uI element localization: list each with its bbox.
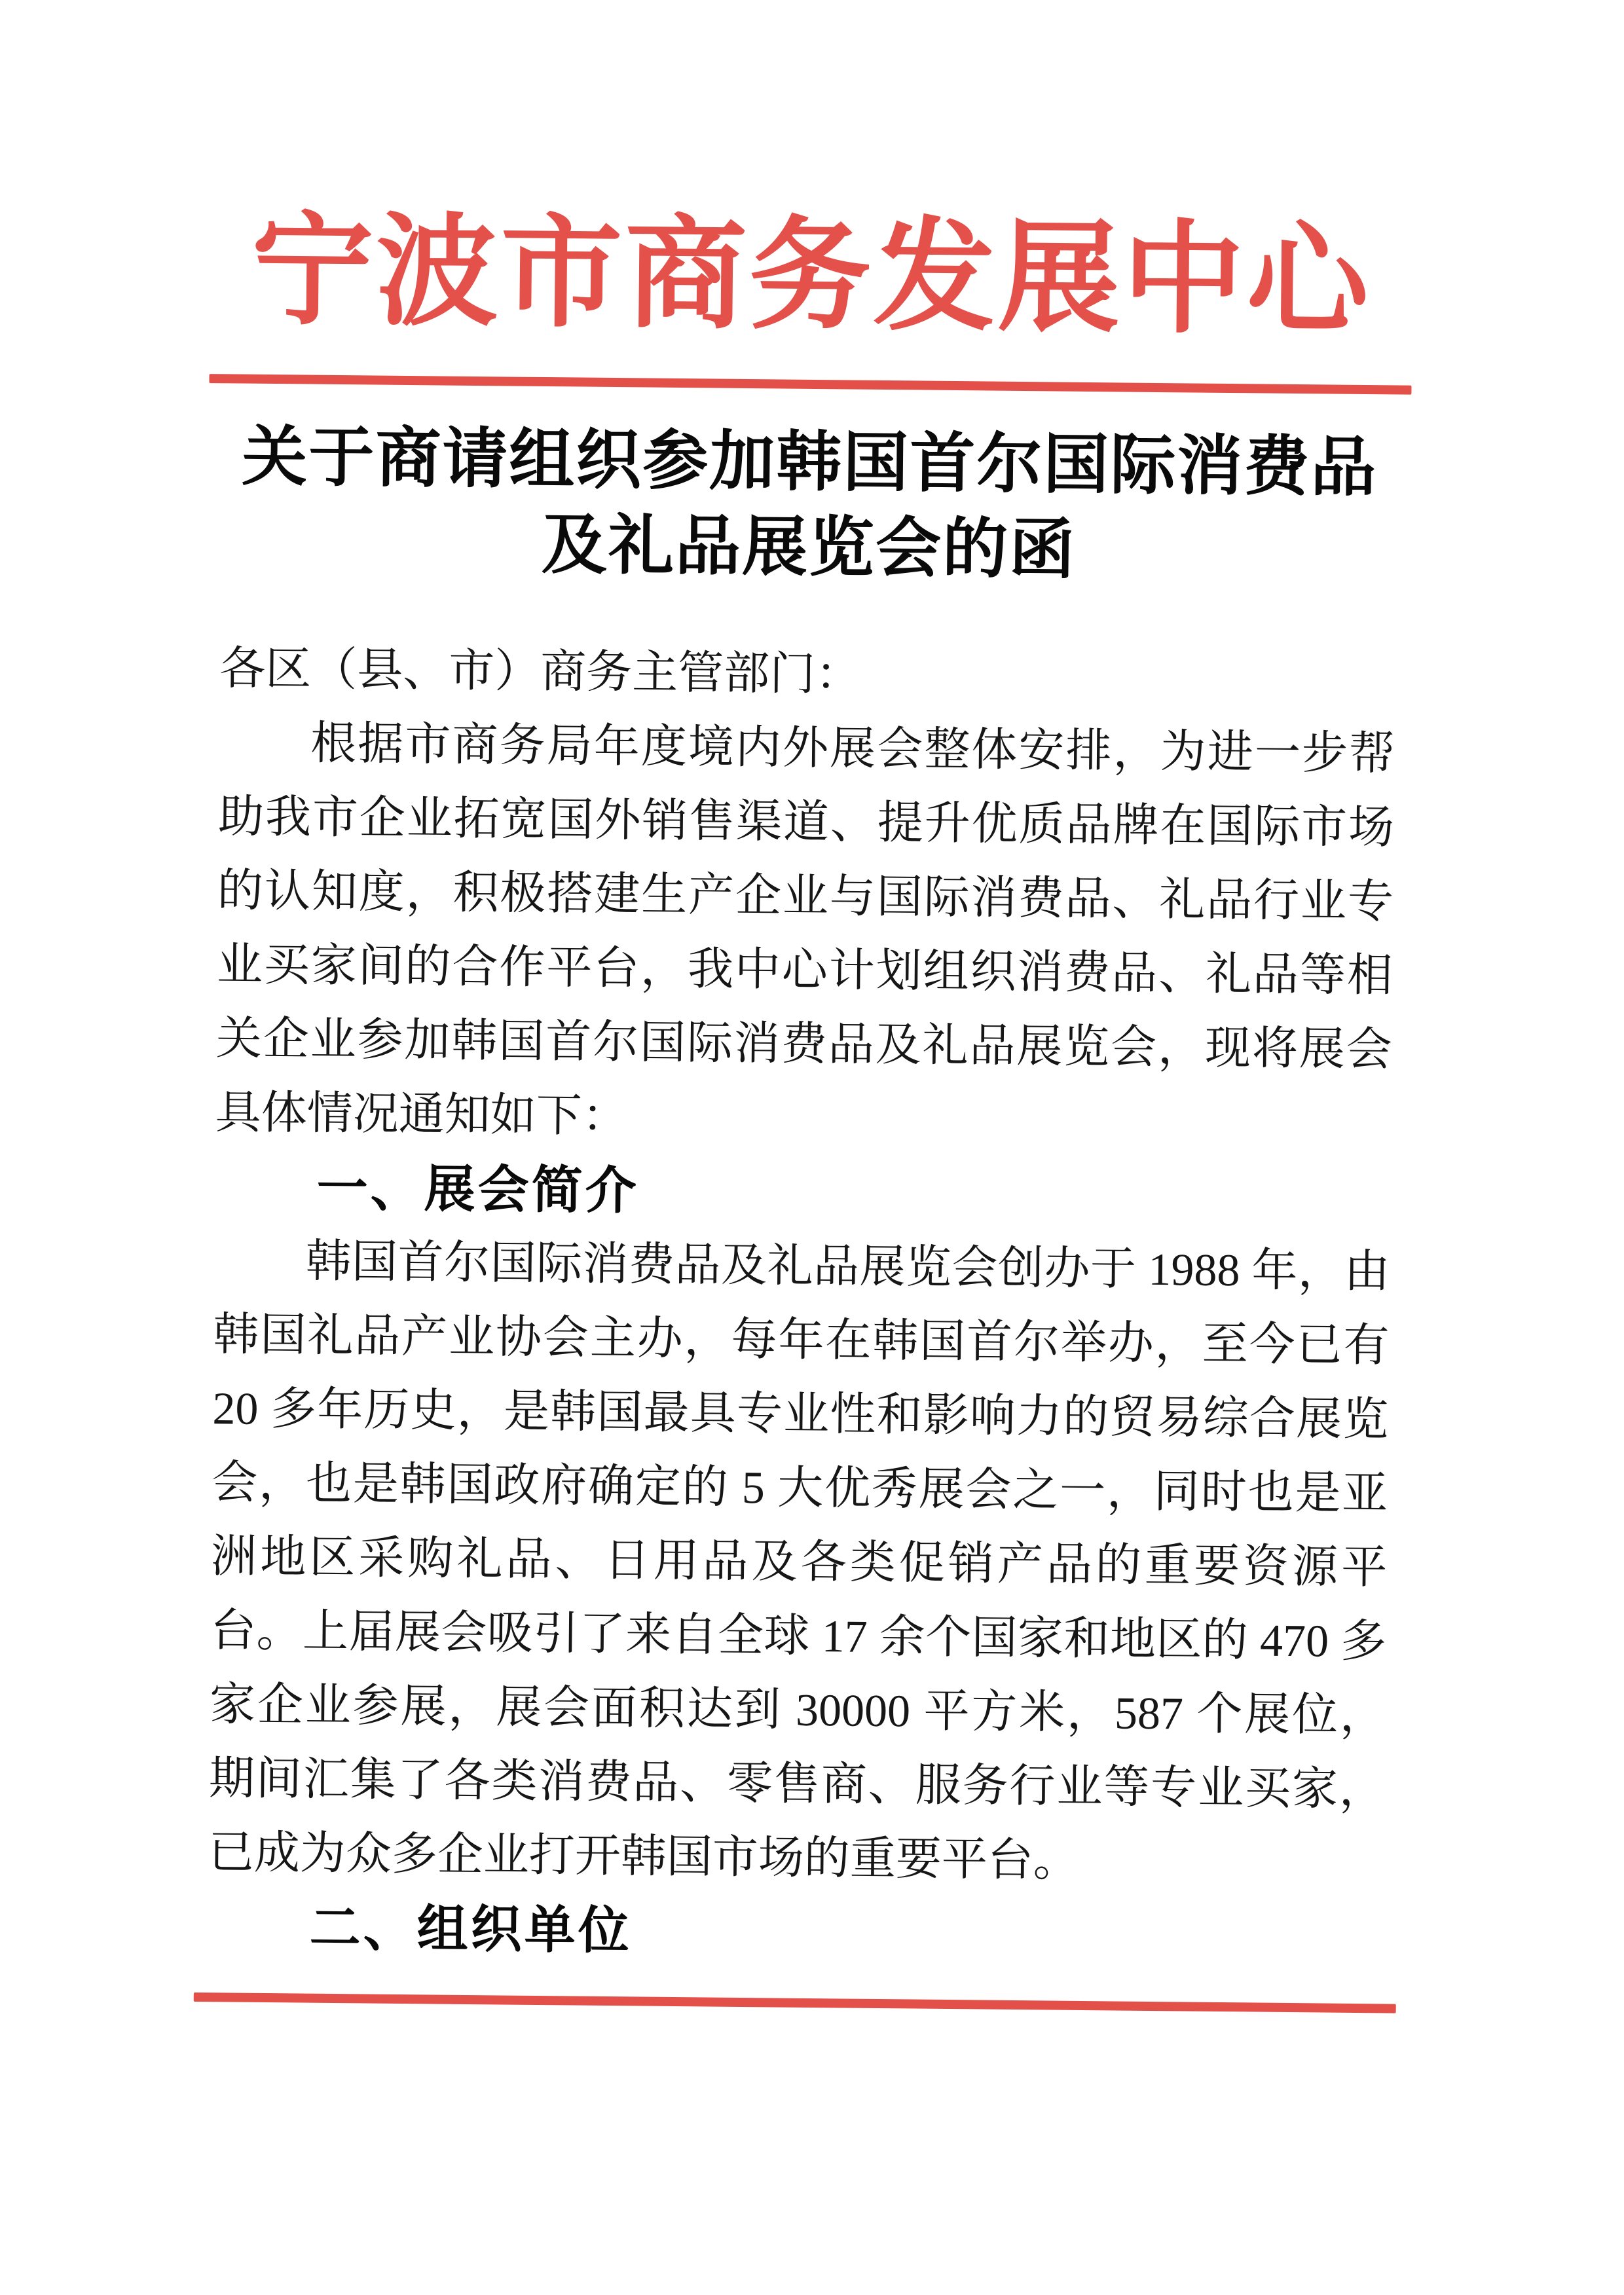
intro-paragraph: 根据市商务局年度境内外展会整体安排，为进一步帮助我市企业拓宽国外销售渠道、提升优质品牌在国际市场的认知度，积极搭建生产企业与国际消费品、礼品行业专业买家间的合作平台，我中心计划组织消费品、礼品等相关企业参加韩国首尔国际消费品及礼品展览会，现将展会具体情况通知如下：: [215, 718, 1395, 1143]
salutation: 各区（县、市）商务主管部门：: [219, 644, 862, 701]
letterhead-divider-line: [209, 374, 1411, 395]
document-title-line2: 及礼品展览会的函: [541, 508, 1077, 587]
scanned-sheet: [0, 204, 1624, 2015]
document-title-line1: 关于商请组织参加韩国首尔国际消费品: [241, 420, 1378, 505]
letter-body: [207, 632, 1395, 1975]
section-1-body: 韩国首尔国际消费品及礼品展览会创办于 1988 年，由韩国礼品产业协会主办，每年在韩国首尔举办，至今已有 20 多年历史，是韩国最具专业性和影响力的贸易综合展览会，也是韩国政府确定的 5 大优秀展会之一，同时也是亚洲地区采购礼品、日用品及各类促销产品的重要资源平台。上届展会吸引了来自全球 17 余个国家和地区的 470 多家企业参展，展会面积达到 30000 平方米，587 个展位，期间汇集了各类消费品、零售商、服务行业等专业买家，已成为众多企业打开韩国市场的重要平台。: [208, 1236, 1390, 1886]
document-title: [0, 413, 1622, 598]
letterhead-org-name: 宁波市商务发展中心: [251, 204, 1372, 350]
footer-divider-line: [194, 1992, 1396, 2013]
letterhead: [0, 204, 1624, 397]
section-1-heading: 一、展会简介: [316, 1158, 640, 1220]
section-2-heading: 二、组织单位: [309, 1898, 633, 1960]
